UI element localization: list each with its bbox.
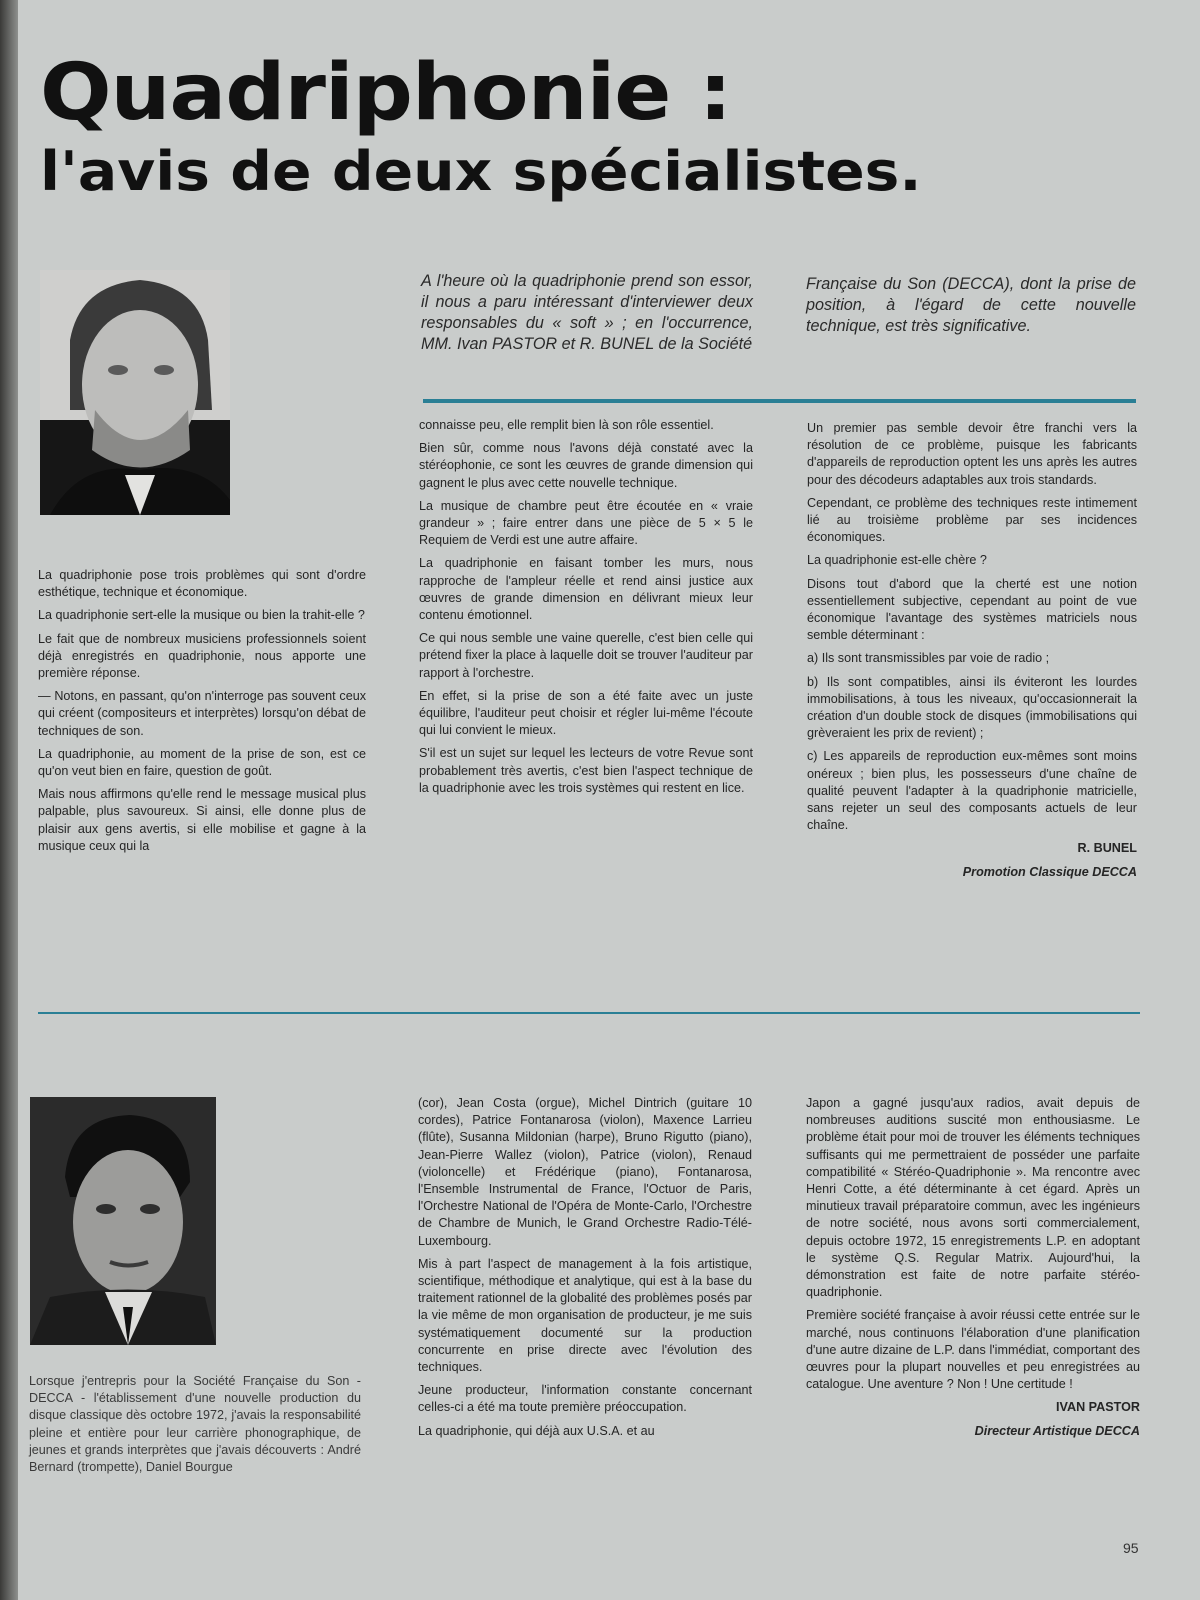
- paragraph: Mais nous affirmons qu'elle rend le message musical plus palpable, plus savoureux. Si ainsi, elle donne plus de plaisir aux gens avertis, si elle mobilise et gagne à la musique ceux qui la: [38, 787, 366, 853]
- signature-name-pastor: IVAN PASTOR: [1056, 1400, 1140, 1415]
- portrait-photo-bunel: [40, 270, 230, 515]
- signature-name-bunel: R. BUNEL: [1077, 841, 1137, 856]
- bunel-column-2: [419, 417, 753, 803]
- paragraph: S'il est un sujet sur lequel les lecteurs de votre Revue sont probablement très avertis, c'est bien l'aspect technique de la quadriphonie avec les trois systèmes qui restent en lice.: [419, 746, 753, 795]
- article-title: Quadriphonie :: [40, 48, 732, 138]
- paragraph: La musique de chambre peut être écoutée en « vraie grandeur » ; faire entrer dans une pièce de 5 × 5 le Requiem de Verdi est une autre affaire.: [419, 498, 753, 548]
- paragraph: La quadriphonie pose trois problèmes qui sont d'ordre esthétique, technique et économique.: [38, 568, 366, 600]
- page-binding-edge: [0, 0, 18, 1600]
- paragraph: a) Ils sont transmissibles par voie de radio ;: [807, 651, 1050, 666]
- paragraph: Bien sûr, comme nous l'avons déjà constaté avec la stéréophonie, ce sont les œuvres de grande dimension qui gagnent le plus avec cette nouvelle technique.: [419, 441, 753, 490]
- paragraph: Un premier pas semble devoir être franchi vers la résolution de ce problème, puisque les fabricants d'appareils de reproduction optent les uns après les autres pour des décodeurs adaptables aux trois standards.: [807, 421, 1137, 487]
- paragraph: b) Ils sont compatibles, ainsi ils éviteront les lourdes immobilisations, à tous les niveaux, qu'occasionnerait la création d'un double stock de disques (immobilisations qui grèveraient les prix de revient) ;: [807, 674, 1137, 741]
- paragraph: La quadriphonie, qui déjà aux U.S.A. et au: [418, 1423, 655, 1438]
- article-subtitle: l'avis de deux spécialistes.: [40, 140, 922, 203]
- paragraph: Disons tout d'abord que la cherté est une notion essentiellement subjective, cependant au point de vue économique l'avantage des systèmes matriciels nous semble déterminant :: [807, 576, 1137, 643]
- paragraph: connaisse peu, elle remplit bien là son rôle essentiel.: [419, 418, 714, 432]
- signature-role-pastor: Directeur Artistique DECCA: [974, 1423, 1140, 1438]
- paragraph: Cependant, ce problème des techniques reste intimement lié au troisième problème par ses incidences économiques.: [807, 495, 1137, 545]
- paragraph: En effet, si la prise de son a été faite avec un juste équilibre, l'auditeur peut choisir et régler lui-même l'écoute qui lui convient le mieux.: [419, 688, 753, 738]
- paragraph: Le fait que de nombreux musiciens professionnels soient déjà enregistrés en quadriphonie, nous apporte une première réponse.: [38, 631, 366, 681]
- paragraph: — Notons, en passant, qu'on n'interroge pas souvent ceux qui créent (compositeurs et interprètes) lorsqu'on débat de techniques de son.: [38, 689, 366, 738]
- paragraph: La quadriphonie en faisant tomber les murs, nous rapproche de l'ampleur réelle et rend ainsi justice aux œuvres de grande dimension en délivrant mieux leur contenu émotionnel.: [419, 556, 753, 623]
- page-number: 95: [1123, 1540, 1139, 1556]
- bunel-column-3: [807, 420, 1137, 887]
- pastor-column-2: [418, 1095, 752, 1446]
- paragraph: Mis à part l'aspect de management à la fois artistique, scientifique, méthodique et analytique, qui est à la base du traitement rationnel de la globalité des problèmes posés par la vie même de mon organisation de producteur, je me suis systématiquement documenté sur la production concurrente en prise directe avec l'évolution des techniques.: [418, 1256, 752, 1375]
- paragraph: Japon a gagné jusqu'aux radios, avait depuis de nombreuses auditions suscité mon enthousiasme. Le problème était pour moi de trouver les éléments techniques suffisants qui me permettraient de posséder une parfaite compatibilité « Stéréo-Quadriphonie ». Ma rencontre avec Henri Cotte, a été déterminante à cet égard. Après un minutieux travail préparatoire commun, avec les ingénieurs de notre société, nous avons sorti commercialement, depuis octobre 1972, 15 enregistrements L.P. en adoptant le système Q.S. Regular Matrix. Aujourd'hui, la démonstration est faite de notre parfaite stéréo-quadriphonie.: [806, 1096, 1140, 1300]
- paragraph: Jeune producteur, l'information constante concernant celles-ci a été ma toute première préoccupation.: [418, 1383, 752, 1415]
- paragraph: (cor), Jean Costa (orgue), Michel Dintrich (guitare 10 cordes), Patrice Fontanarosa (violon), Maxence Larrieu (flûte), Susanna Mildonian (harpe), Bruno Rigutto (piano), Jean-Pierre Wallez (violon), Patrice (violon), Renaud (violoncelle) et Frédérique (piano), Fontanarosa, l'Ensemble Instrumental de France, l'Octuor de Paris, l'Orchestre National de l'Opéra de Monte-Carlo, l'Orchestre de Chambre de Munich, le Grand Orchestre Radio-Télé-Luxembourg.: [418, 1096, 752, 1248]
- intro-text-part-2: Française du Son (DECCA), dont la prise de position, à l'égard de cette nouvelle technique, est très significative.: [806, 275, 1136, 335]
- signature-role-bunel: Promotion Classique DECCA: [962, 864, 1137, 879]
- paragraph: Ce qui nous semble une vaine querelle, c'est bien celle qui prétend fixer la place à laquelle doit se trouver l'auditeur par rapport à l'orchestre.: [419, 631, 753, 680]
- pastor-column-3: [806, 1095, 1140, 1446]
- paragraph: La quadriphonie sert-elle la musique ou bien la trahit-elle ?: [38, 608, 365, 623]
- intro-text-part-1: A l'heure où la quadriphonie prend son essor, il nous a paru intéressant d'interviewer deux responsables du « soft » ; en l'occurrence, MM. Ivan PASTOR et R. BUNEL de la Société: [421, 272, 753, 353]
- paragraph: La quadriphonie est-elle chère ?: [807, 553, 987, 568]
- portrait-photo-pastor: [30, 1097, 216, 1345]
- paragraph: Première société française à avoir réussi cette entrée sur le marché, nous continuons l'élaboration d'une planification d'une autre dizaine de L.P. dans l'immédiat, comportant des œuvres pour la plupart nouvelles et peu enregistrées au catalogue. Une aventure ? Non ! Une certitude !: [806, 1308, 1140, 1392]
- section-rule-top: [423, 399, 1136, 403]
- paragraph: La quadriphonie, au moment de la prise de son, est ce qu'on veut bien en faire, question de goût.: [38, 746, 366, 779]
- bunel-column-1: [38, 567, 366, 861]
- paragraph: c) Les appareils de reproduction eux-mêmes sont moins onéreux ; bien plus, les possesseurs d'une chaîne de qualité peuvent l'adapter à la quadriphonie matricielle, sans rejeter un seul des composants actuels de leur chaîne.: [807, 749, 1137, 833]
- paragraph: Lorsque j'entrepris pour la Société Française du Son - DECCA - l'établissement d'une nouvelle production du disque classique dès octobre 1972, j'avais la responsabilité pleine et entière pour leur carrière phonographique, de jeunes et grands interprètes que j'avais découverts : André Bernard (trompette), Daniel Bourgue: [29, 1374, 361, 1475]
- pastor-column-1: [29, 1373, 361, 1482]
- section-rule-divider: [38, 1012, 1140, 1014]
